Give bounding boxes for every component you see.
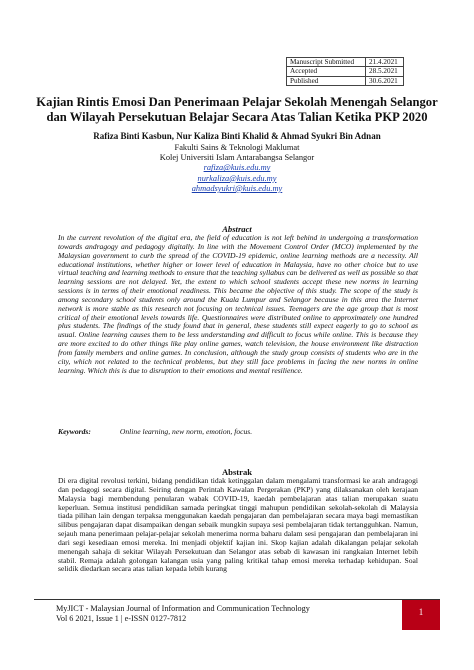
affiliation-block — [34, 143, 440, 194]
journal-issue: Vol 6 2021, Issue 1 | e-ISSN 0127-7812 — [56, 614, 187, 623]
email-link[interactable]: nurkaliza@kuis.edu.my — [197, 173, 277, 183]
keywords-label: Keywords: — [58, 427, 91, 436]
abstract-heading: Abstract — [222, 224, 252, 234]
keywords-value: Online learning, new norm, emotion, focus. — [119, 427, 253, 436]
page-footer — [34, 599, 440, 631]
footer-rule — [34, 599, 440, 600]
date-value: 21.4.2021 — [366, 58, 404, 67]
date-label: Accepted — [287, 67, 366, 76]
date-label: Manuscript Submitted — [287, 58, 366, 67]
date-value: 30.6.2021 — [366, 76, 404, 85]
paper-title: Kajian Rintis Emosi Dan Penerimaan Pelajar Sekolah Menengah Selangor dan Wilayah Persekutuan Belajar Secara Atas Talian Ketika PKP 2020 — [36, 95, 438, 124]
author-list: Rafiza Binti Kasbun, Nur Kaliza Binti Khalid & Ahmad Syukri Bin Adnan — [93, 131, 381, 141]
table-row — [287, 58, 404, 67]
page-number-badge: 1 — [402, 600, 440, 630]
college-name: Kolej Universiti Islam Antarabangsa Selangor — [159, 153, 315, 163]
table-row — [287, 67, 404, 76]
table-row — [287, 76, 404, 85]
abstract-text: In the current revolution of the digital era, the field of education is not left behind in undergoing a transformation towards andragogy and pedagogy digitally. In line with the Movement Control Order (MCO) implemented by the Malaysian government to curb the spread of the COVID-19 epidemic, online learning methods are a necessity. All educational institutions, whether higher or lower level of education in Malaysia, have no other choice but to use virtual teaching and learning methods to ensure that the teaching syllabus can be delivered as well as possible so that learning sessions are not delayed. Yet, the extent to which school students accept these new norms in learning sessions is in terms of their emotional readiness. This became the objective of this study. The scope of the study is among secondary school students only around the Kuala Lumpur and Selangor because in this area the Internet network is more stable as this research not focusing on technical issues. Teenagers are the age group that is most critical of their emotional levels towards life. Questionnaires were distributed online to approximately one hundred plus students. The findings of the study found that in general, these students still expect eagerly to go to school as usual. Online learning causes them to be less understanding and difficult to focus while online. This is because they are more excited to do other things like play online games, watch television, the house environment like distraction from family members and online games. In conclusion, although the study group consists of students who are in the city, which not related to the technical problems, but they still face problems in facing the new norms in online learning. Which this is due to disruption to their emotions and mental resilience. — [58, 233, 418, 375]
date-label: Published — [287, 76, 366, 85]
journal-name: MyJICT - Malaysian Journal of Information and Communication Technology — [56, 604, 310, 613]
email-link[interactable]: ahmadsyukri@kuis.edu.my — [191, 183, 283, 193]
date-value: 28.5.2021 — [366, 67, 404, 76]
abstrak-text: Di era digital revolusi terkini, bidang pendidikan tidak ketinggalan dalam mengalami transformasi ke arah andragogi dan pedagogi secara digital. Seiring dengan Perintah Kawalan Pergerakan (PKP) yang dilaksanakan oleh kerajaan Malaysia bagi membendung penularan wabak COVID-19, kaedah pembelajaran atas talian merupakan suatu keperluan. Semua institusi pendidikan samada peringkat tinggi mahupun pendidikan sekolah-sekolah di Malaysia tiada pilihan lain dengan terpaksa menggunakan kaedah pengajaran dan pembelajaran secara maya bagi memastikan silibus pengajaran dapat disampaikan dengan sebaik mungkin supaya sesi pembelajaran tidak tertangguhkan. Namun, sejauh mana penerimaan pelajar-pelajar sekolah menerima norma baharu dalam sesi pengajaran dan pembelajaran ini dari segi kesediaan emosi mereka. Ini menjadi objektif kajian ini. Skop kajian adalah dikalangan pelajar sekolah menengah sahaja di sekitar Wilayah Persekutuan dan Selangor atas sebab di kawasan ini rangkaian Internet lebih stabil. Remaja adalah golongan kalangan usia yang paling kritikal tahap emosi mereka terhadap kehidupan. Soal selidik diedarkan secara atas talian kepada lebih kurang — [58, 476, 418, 574]
journal-citation — [56, 604, 386, 624]
email-link[interactable]: rafiza@kuis.edu.my — [203, 163, 271, 173]
keywords-line — [58, 427, 418, 436]
faculty-name: Fakulti Sains & Teknologi Maklumat — [174, 143, 300, 152]
abstrak-heading: Abstrak — [221, 467, 253, 477]
submission-dates-table — [286, 57, 404, 86]
